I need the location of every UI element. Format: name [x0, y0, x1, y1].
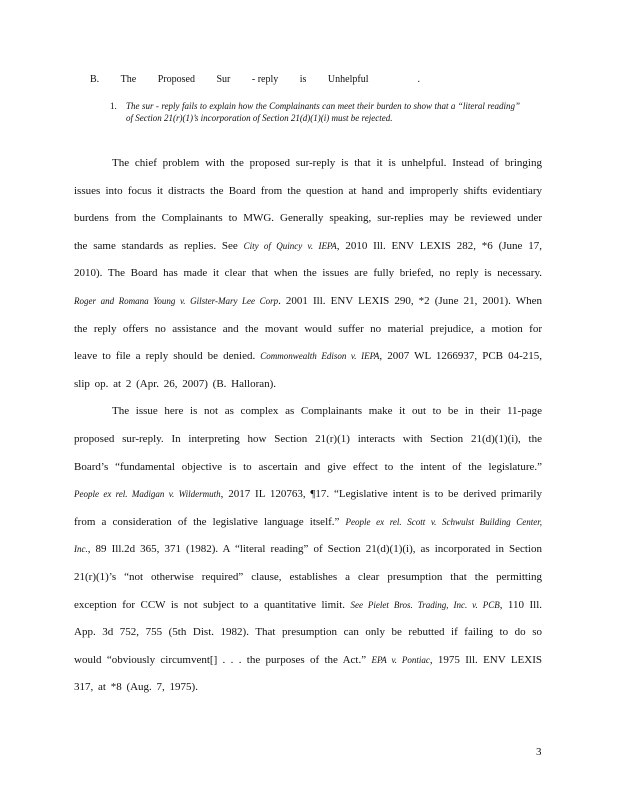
- case-citation: People ex rel. Madigan v. Wildermuth: [74, 489, 221, 500]
- case-citation: City of Quincy v. IEPA: [243, 240, 337, 251]
- case-citation: Roger and Romana Young v. Gilster-Mary Lee Corp: [74, 295, 279, 306]
- section-heading: [90, 74, 420, 88]
- paragraph-text: , 1975 Ill. ENV LEXIS 317, at *8 (Aug. 7, 1975).: [74, 653, 542, 694]
- page-number: 3: [536, 746, 542, 758]
- paragraph-text: , 89 Ill.2d 365, 371 (1982). A “literal reading” of Section 21(d)(1)(i), as incorporated in Section 21(r)(1)’s “not otherwise required” clause, establishes a clear presumption that the permitting exception for CCW is not subject to a quantitative limit.: [74, 543, 542, 611]
- heading-word: Sur: [216, 74, 231, 85]
- paragraph-text: , 2010 Ill. ENV LEXIS 282, *6 (June 17, 2010). The Board has made it clear that when the issues are fully briefed, no reply is necessary.: [74, 239, 542, 280]
- heading-period: .: [417, 74, 420, 85]
- paragraph-text: . 2001 Ill. ENV LEXIS 290, *2 (June 21, 2001). When the reply offers no assistance and the movant would suffer no material prejudice, a motion for leave to file a reply should be denied.: [74, 294, 542, 363]
- paragraph-text: , 110 Ill. App. 3d 752, 755 (5th Dist. 1982). That presumption can only be rebutted if failing to do so would “obviously circumvent[] . . . the purposes of the Act.”: [74, 598, 543, 666]
- case-citation: See Pielet Bros. Trading, Inc. v. PCB: [350, 599, 500, 610]
- heading-word: Unhelpful: [327, 74, 369, 85]
- case-citation: People ex rel. Scott v. Schwulst Building Center, Inc.: [74, 516, 542, 555]
- paragraph-text: , 2017 IL 120763, ¶17. “Legislative intent is to be derived primarily from a consideration of the legislative language itself.”: [74, 488, 542, 528]
- case-citation: EPA v. Pontiac: [371, 654, 430, 665]
- paragraph-1: [74, 150, 542, 398]
- heading-letter: B.: [90, 74, 100, 85]
- numbered-subheading: [110, 100, 520, 124]
- paragraph-text: The issue here is not as complex as Complainants make it out to be in their 11-page proposed sur-reply. In interpreting how Section 21(r)(1) interacts with Section 21(d)(1)(i), the Board’s “fundamental objective is to ascertain and give effect to the intent of the legislature.”: [74, 405, 542, 473]
- subheading-text: The sur - reply fails to explain how the Complainants can meet their burden to show that a “literal reading” of Section 21(r)(1)’s incorporation of Section 21(d)(1)(i) must be rejected.: [126, 101, 520, 123]
- subheading-number: 1.: [110, 101, 117, 111]
- heading-word: Proposed: [157, 74, 195, 85]
- heading-word: is: [299, 74, 307, 85]
- heading-word: The: [120, 74, 137, 85]
- paragraph-2: [74, 398, 542, 702]
- paragraph-text: The chief problem with the proposed sur-reply is that it is unhelpful. Instead of bringing issues into focus it distracts the Board from the question at hand and improperly shifts evidentiary burdens from the Complainants to MWG. Generally speaking, sur-replies may be reviewed under the same standards as replies. See: [74, 157, 542, 252]
- case-citation: Commonwealth Edison v. IEPA: [260, 351, 380, 362]
- heading-word: - reply: [251, 74, 279, 85]
- paragraph-text: , 2007 WL 1266937, PCB 04-215, slip op. at 2 (Apr. 26, 2007) (B. Halloran).: [74, 350, 542, 390]
- body-text: [74, 150, 542, 702]
